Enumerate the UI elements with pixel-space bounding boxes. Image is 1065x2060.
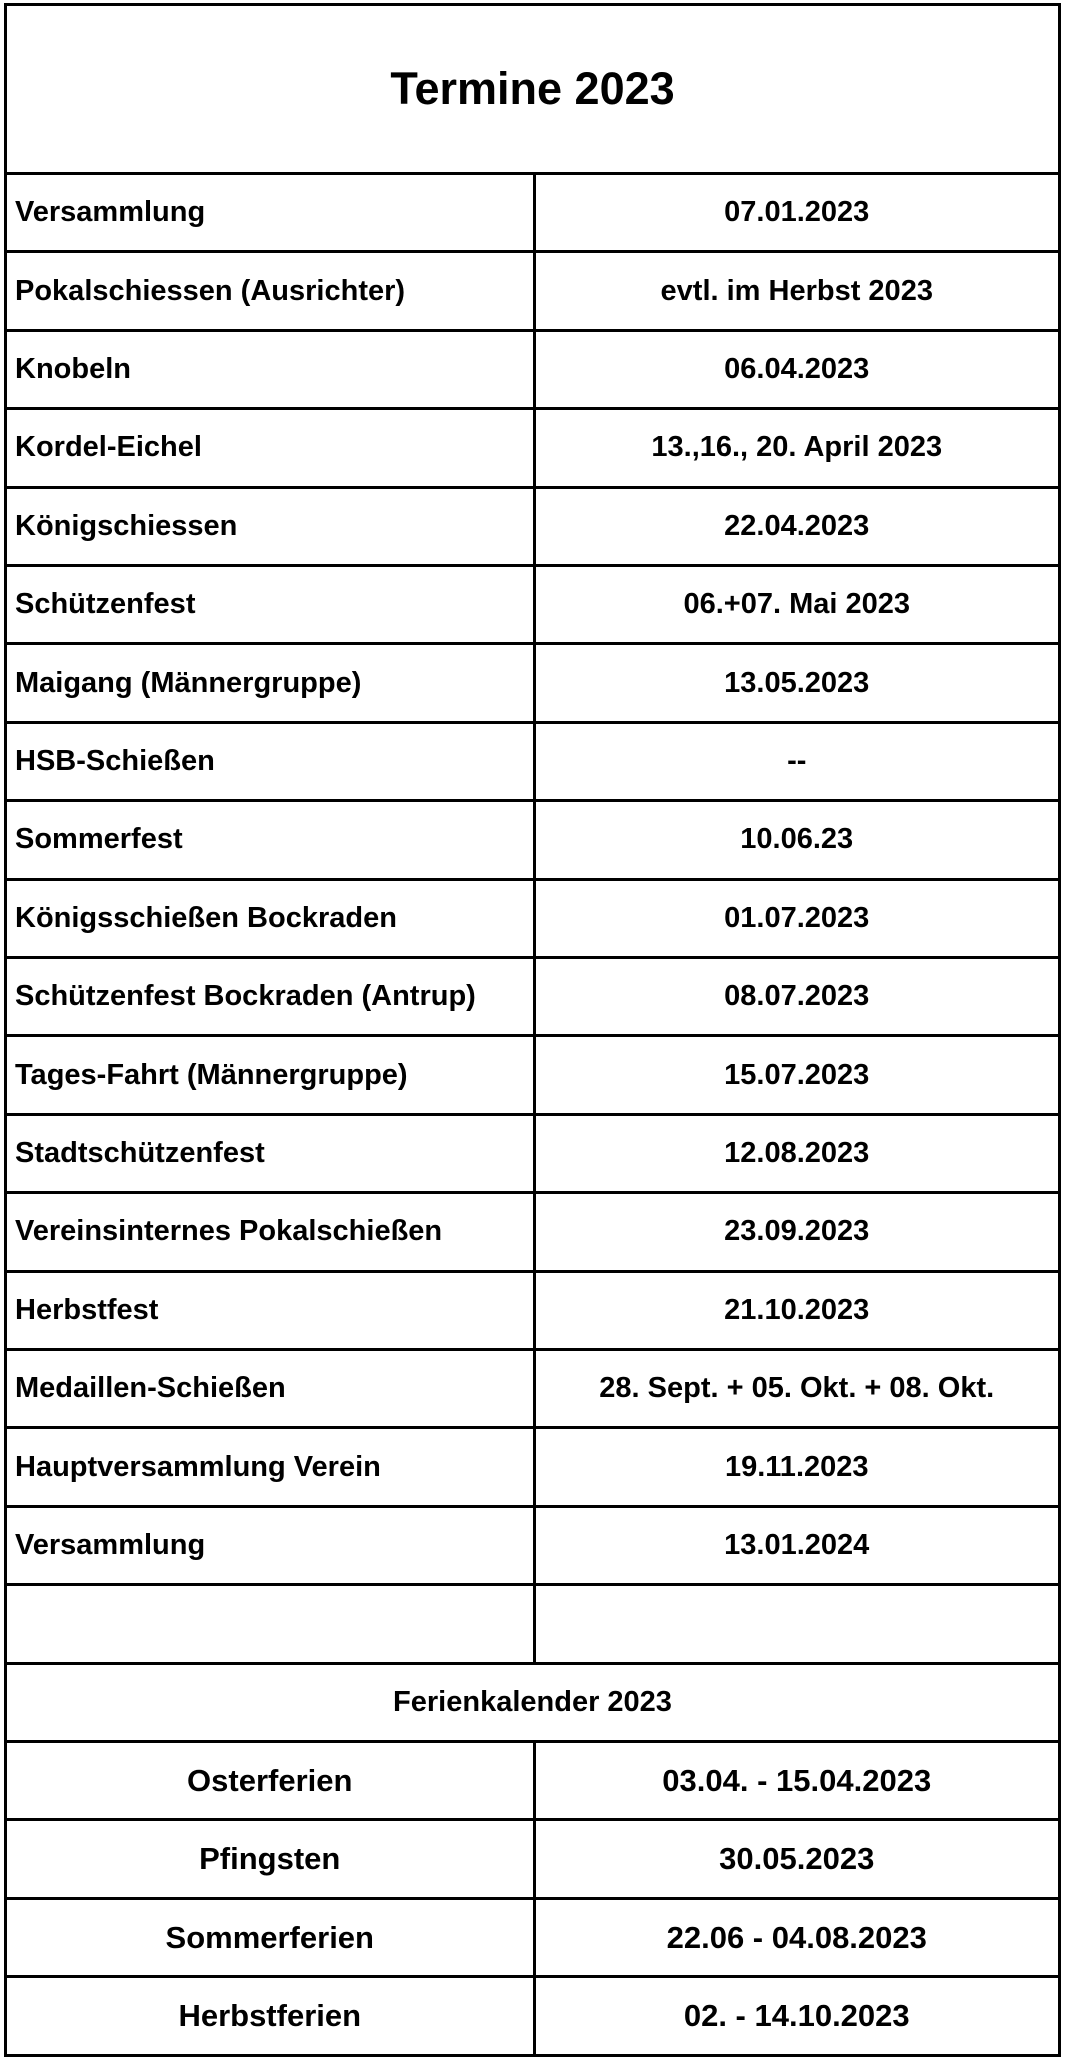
holiday-name: Osterferien: [7, 1742, 534, 1820]
table-row: [7, 1114, 1058, 1192]
holiday-row: [7, 1898, 1058, 1976]
event-name: Schützenfest Bockraden (Antrup): [7, 957, 534, 1035]
event-date: 15.07.2023: [534, 1036, 1058, 1114]
event-date: 08.07.2023: [534, 957, 1058, 1035]
table-row: [7, 1349, 1058, 1427]
holiday-calendar-title: Ferienkalender 2023: [7, 1663, 1058, 1741]
table-row: [7, 1428, 1058, 1506]
event-name: Medaillen-Schießen: [7, 1349, 534, 1427]
page-title: Termine 2023: [7, 6, 1058, 173]
event-date: 13.,16., 20. April 2023: [534, 409, 1058, 487]
table-row: [7, 722, 1058, 800]
table-row: [7, 1036, 1058, 1114]
table-row: [7, 801, 1058, 879]
holiday-date: 22.06 - 04.08.2023: [534, 1898, 1058, 1976]
event-name: Kordel-Eichel: [7, 409, 534, 487]
event-name: Vereinsinternes Pokalschießen: [7, 1193, 534, 1271]
event-name: Königschiessen: [7, 487, 534, 565]
holiday-name: Pfingsten: [7, 1820, 534, 1898]
event-date: 13.01.2024: [534, 1506, 1058, 1584]
event-date: 22.04.2023: [534, 487, 1058, 565]
event-date: 23.09.2023: [534, 1193, 1058, 1271]
holiday-name: Herbstferien: [7, 1977, 534, 2054]
event-name: Versammlung: [7, 1506, 534, 1584]
holiday-row: [7, 1977, 1058, 2054]
event-date: 10.06.23: [534, 801, 1058, 879]
table-row: [7, 565, 1058, 643]
table-row: [7, 1271, 1058, 1349]
event-name: HSB-Schießen: [7, 722, 534, 800]
event-date: 19.11.2023: [534, 1428, 1058, 1506]
event-date: 06.04.2023: [534, 330, 1058, 408]
event-name: Versammlung: [7, 173, 534, 251]
event-date: --: [534, 722, 1058, 800]
event-name: Hauptversammlung Verein: [7, 1428, 534, 1506]
table-row: [7, 1506, 1058, 1584]
event-name: Königsschießen Bockraden: [7, 879, 534, 957]
event-date: 12.08.2023: [534, 1114, 1058, 1192]
event-name: Sommerfest: [7, 801, 534, 879]
table-row: [7, 879, 1058, 957]
event-date: 06.+07. Mai 2023: [534, 565, 1058, 643]
table-row: [7, 173, 1058, 251]
holiday-row: [7, 1820, 1058, 1898]
title-row: [7, 6, 1058, 173]
table-row: [7, 487, 1058, 565]
event-date: 13.05.2023: [534, 644, 1058, 722]
blank-row: [7, 1585, 1058, 1663]
blank-cell: [534, 1585, 1058, 1663]
blank-cell: [7, 1585, 534, 1663]
holiday-name: Sommerferien: [7, 1898, 534, 1976]
event-date: 28. Sept. + 05. Okt. + 08. Okt.: [534, 1349, 1058, 1427]
table-row: [7, 252, 1058, 330]
holiday-date: 30.05.2023: [534, 1820, 1058, 1898]
table-row: [7, 644, 1058, 722]
event-name: Stadtschützenfest: [7, 1114, 534, 1192]
table-row: [7, 1193, 1058, 1271]
holiday-title-row: [7, 1663, 1058, 1741]
holiday-date: 03.04. - 15.04.2023: [534, 1742, 1058, 1820]
holiday-date: 02. - 14.10.2023: [534, 1977, 1058, 2054]
event-name: Herbstfest: [7, 1271, 534, 1349]
event-date: evtl. im Herbst 2023: [534, 252, 1058, 330]
event-name: Tages-Fahrt (Männergruppe): [7, 1036, 534, 1114]
table-row: [7, 409, 1058, 487]
holiday-row: [7, 1742, 1058, 1820]
table-row: [7, 330, 1058, 408]
schedule-table: [7, 6, 1058, 2054]
event-name: Pokalschiessen (Ausrichter): [7, 252, 534, 330]
event-date: 21.10.2023: [534, 1271, 1058, 1349]
table-row: [7, 957, 1058, 1035]
event-name: Schützenfest: [7, 565, 534, 643]
event-date: 07.01.2023: [534, 173, 1058, 251]
event-name: Maigang (Männergruppe): [7, 644, 534, 722]
event-date: 01.07.2023: [534, 879, 1058, 957]
event-name: Knobeln: [7, 330, 534, 408]
schedule-sheet: [4, 3, 1061, 2057]
